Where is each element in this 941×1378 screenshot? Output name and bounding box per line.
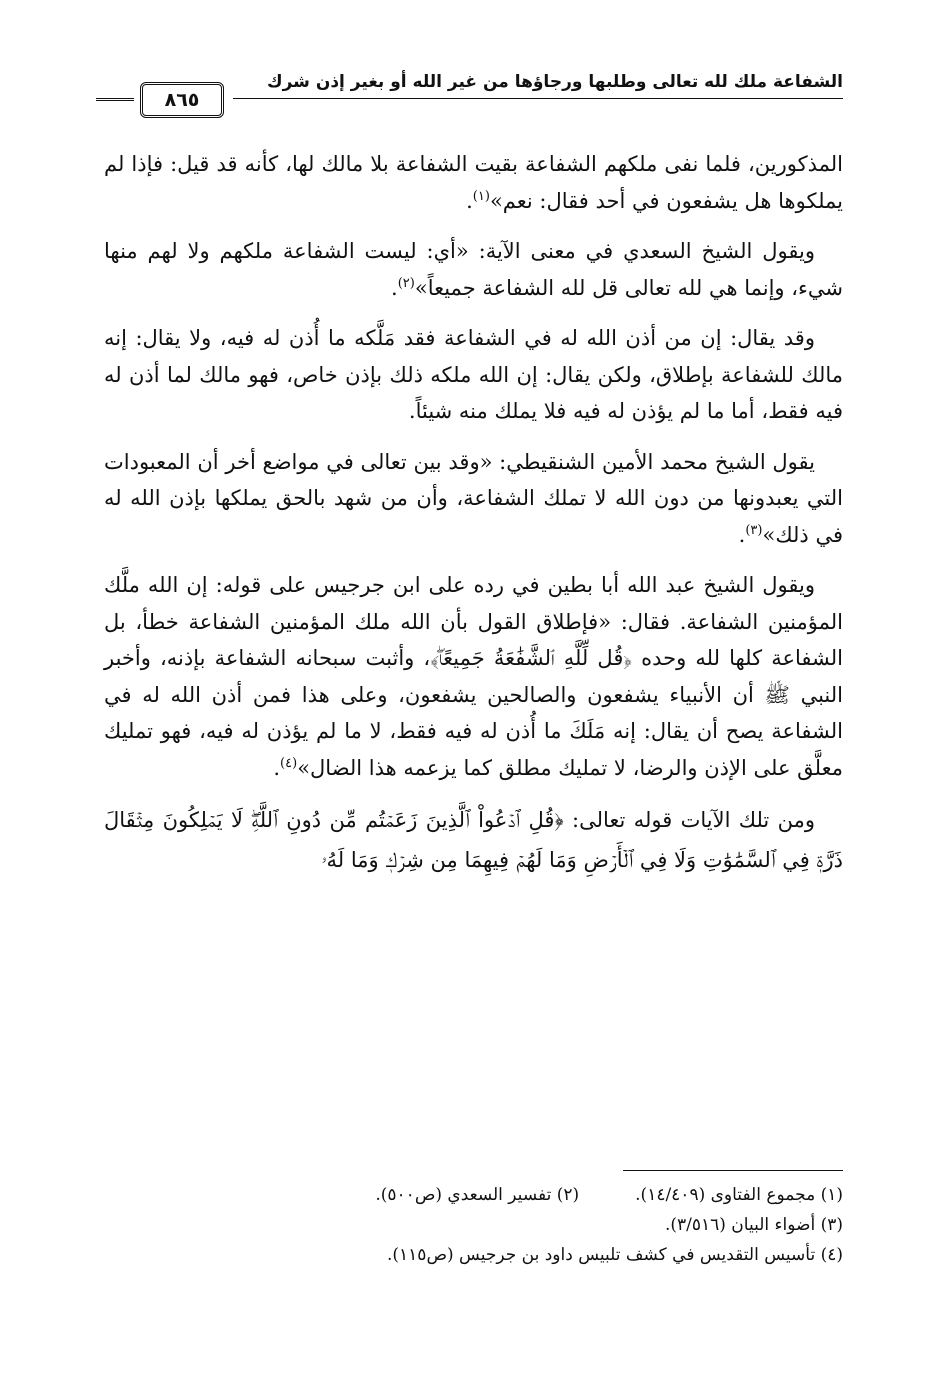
paragraph-4-text: يقول الشيخ محمد الأمين الشنقيطي: «وقد بين تعالى في مواضع أخر أن المعبودات التي يعبدونها من دون الله لا تملك الشفاعة، وأن من شهد بالحق يملكها بإذن الله له في ذلك» bbox=[104, 449, 843, 547]
paragraph-5-text: ويقول الشيخ عبد الله أبا بطين في رده على ابن جرجيس على قوله: إن الله ملَّك المؤمنين الشفاعة. فقال: «فإطلاق القول بأن الله ملك المؤمنين الشفاعة خطأ، بل الشفاعة كلها لله وحده ﴿قُل لِّلَّهِ ٱلشَّفَٰعَةُ جَمِيعًاۖ﴾، وأثبت سبحانه الشفاعة بإذنه، وأخبر النبي ﷺ أن الأنبياء يشفعون والصالحين يشفعون، وعلى هذا فمن أذن الله له في الشفاعة يصح أن يقال: إنه مَلَكَ ما أُذن له فيه فقط، لا ما لم يؤذن له فيه، فهو تمليك معلَّق على الإذن والرضا، لا تمليك مطلق كما يزعمه هذا الضال» bbox=[104, 573, 843, 780]
paragraph-1-end: . bbox=[466, 188, 473, 213]
footnote-ref-2: (٢) bbox=[397, 275, 415, 291]
footnote-ref-4: (٤) bbox=[280, 755, 298, 771]
paragraph-1 bbox=[104, 146, 843, 219]
footnote-row-3 bbox=[104, 1240, 843, 1270]
paragraph-5-end: . bbox=[273, 755, 281, 780]
paragraph-2-end: . bbox=[391, 275, 398, 300]
page-number: ٨٦٥ bbox=[140, 82, 224, 118]
footnote-1: (١) مجموع الفتاوى (١٤/٤٠٩). bbox=[635, 1185, 843, 1205]
paragraph-6: ومن تلك الآيات قوله تعالى: ﴿قُلِ ٱدۡعُواْ ٱلَّذِينَ زَعَمۡتُم مِّن دُونِ ٱللَّهِۖ لَا يَمۡلِكُونَ مِثۡقَالَ ذَرَّةٖ فِي ٱلسَّمَٰوَٰتِ وَلَا فِي ٱلۡأَرۡضِ وَمَا لَهُمۡ فِيهِمَا مِن شِرۡكٖ وَمَا لَهُۥ bbox=[104, 808, 843, 872]
footnote-row-2 bbox=[104, 1210, 843, 1240]
footnote-ref-3: (٣) bbox=[745, 522, 763, 538]
footnote-3: (٣) أضواء البيان (٣/٥١٦). bbox=[664, 1215, 843, 1235]
header-rule-left bbox=[96, 98, 134, 103]
paragraph-2 bbox=[104, 233, 843, 306]
footnote-rule bbox=[623, 1170, 843, 1171]
paragraph-3: وقد يقال: إن من أذن الله له في الشفاعة فقد مَلَّكه ما أُذن له فيه، ولا يقال: إنه مالك للشفاعة بإطلاق، ولكن يقال: إن الله ملكه ذلك بإذن خاص، فهو مالك لما أذن له فيه فقط، أما ما لم يؤذن له فيه فلا يملك منه شيئاً. bbox=[104, 326, 843, 423]
paragraph-5 bbox=[104, 567, 843, 786]
paragraph-1-text: المذكورين، فلما نفى ملكهم الشفاعة بقيت الشفاعة بلا مالك لها، كأنه قد قيل: فإذا لم يملكوها هل يشفعون في أحد فقال: نعم» bbox=[104, 152, 843, 213]
footnote-2: (٢) تفسير السعدي (ص٥٠٠). bbox=[375, 1185, 580, 1205]
header-rule bbox=[233, 98, 843, 99]
body-text bbox=[104, 146, 843, 894]
paragraph-4-end: . bbox=[738, 522, 746, 547]
footnotes bbox=[104, 1180, 843, 1270]
footnote-ref-1: (١) bbox=[472, 188, 490, 204]
footnote-4: (٤) تأسيس التقديس في كشف تلبيس داود بن جرجيس (ص١١٥). bbox=[387, 1245, 843, 1265]
paragraph-4 bbox=[104, 444, 843, 554]
running-title: الشفاعة ملك لله تعالى وطلبها ورجاؤها من غير الله أو بغير إذن شرك bbox=[267, 72, 843, 92]
footnote-row-1 bbox=[104, 1180, 843, 1210]
paragraph-2-text: ويقول الشيخ السعدي في معنى الآية: «أي: ليست الشفاعة ملكهم ولا لهم منها شيء، وإنما هي لله تعالى قل لله الشفاعة جميعاً» bbox=[104, 239, 843, 300]
